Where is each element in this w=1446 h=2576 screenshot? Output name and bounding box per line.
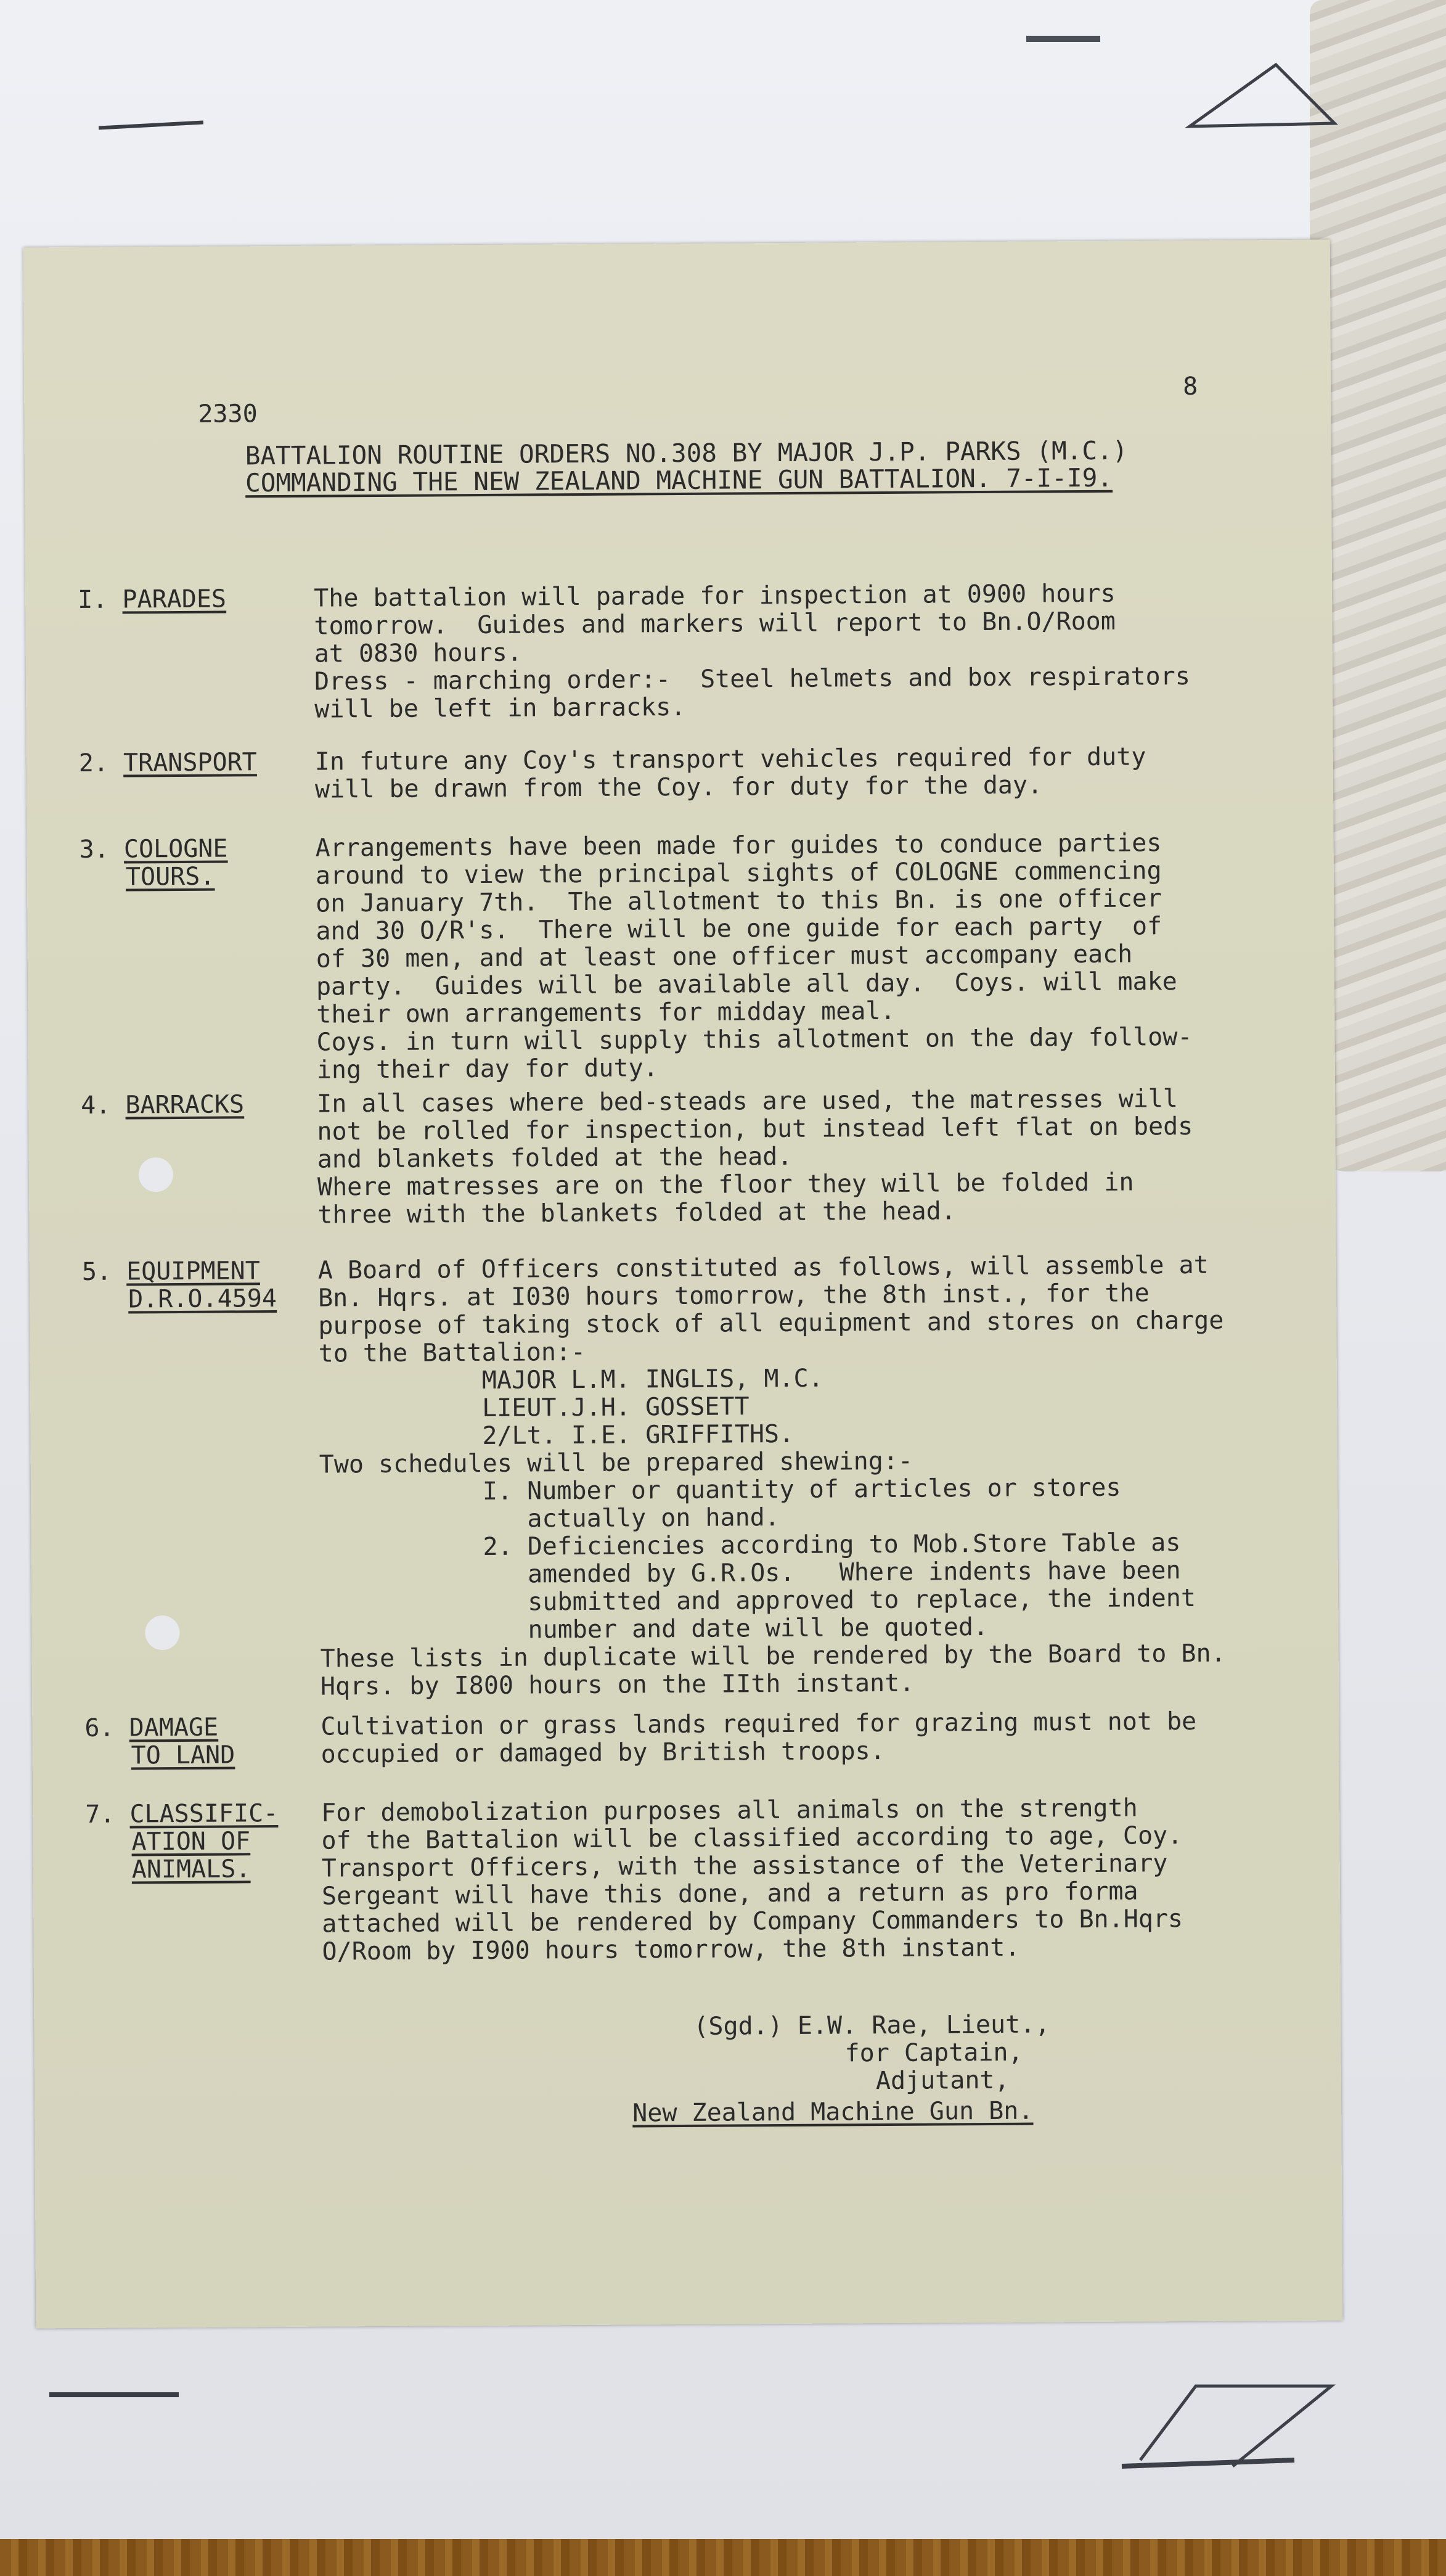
document-number: 2330 [198, 400, 258, 429]
section-line: Two schedules will be prepared shewing:- [319, 1446, 913, 1479]
section-line: around to view the principal sights of COLOGNE commencing [315, 856, 1162, 890]
section-heading: 4. BARRACKS [81, 1090, 245, 1120]
section-line: Dress - marching order:- Steel helmets and box respirators [314, 662, 1190, 696]
signature-line: for Captain, [844, 2038, 1023, 2068]
section-line: purpose of taking stock of all equipment and stores on charge [318, 1306, 1224, 1340]
signature-line: (Sgd.) E.W. Rae, Lieut., [693, 2010, 1050, 2041]
section-heading: 7. CLASSIFIC- [85, 1799, 279, 1829]
section-line: occupied or damaged by British troops. [321, 1737, 885, 1769]
title-line-2: COMMANDING THE NEW ZEALAND MACHINE GUN BATTALION. 7-I-I9. [245, 462, 1113, 498]
section-line: on January 7th. The allotment to this Bn. is one officer [316, 884, 1162, 918]
section-line: Arrangements have been made for guides to conduce parties [315, 829, 1162, 863]
section-heading: I. PARADES [78, 585, 227, 614]
section-heading: 2. TRANSPORT [78, 748, 257, 777]
section-line: Coys. in turn will supply this allotment on the day follow- [316, 1022, 1193, 1057]
document-body [23, 240, 1343, 2329]
section-line: A Board of Officers constituted as follows, will assemble at [317, 1250, 1209, 1285]
section-line: Cultivation or grass lands required for grazing must not be [321, 1707, 1197, 1741]
section-line: three with the blankets folded at the head. [317, 1197, 956, 1229]
section-line: number and date will be quoted. [320, 1612, 989, 1646]
pencil-triangle-mark [1183, 55, 1344, 136]
section-line: Bn. Hqrs. at I030 hours tomorrow, the 8th inst., for the [317, 1279, 1150, 1313]
section-line: ing their day for duty. [316, 1054, 658, 1085]
section-line: will be drawn from the Coy. for duty for the day. [314, 771, 1043, 804]
section-line: party. Guides will be available all day. Coys. will make [316, 967, 1177, 1001]
section-line: 2/Lt. I.E. GRIFFITHS. [319, 1419, 794, 1451]
section-line: LIEUT.J.H. GOSSETT [319, 1392, 750, 1424]
pencil-mark [49, 2392, 179, 2397]
typed-document-page [23, 240, 1343, 2329]
section-line: of the Battalion will be classified according to age, Coy. [321, 1821, 1183, 1855]
section-heading: 5. EQUIPMENT [81, 1257, 260, 1286]
section-line: Where matresses are on the floor they will be folded in [317, 1168, 1134, 1202]
section-line: Transport Officers, with the assistance of the Veterinary [321, 1849, 1168, 1883]
title-line-1: BATTALION ROUTINE ORDERS NO.308 BY MAJOR J.P. PARKS (M.C.) [245, 435, 1128, 471]
section-heading: ANIMALS. [131, 1855, 251, 1884]
section-line: not be rolled for inspection, but instead left flat on beds [317, 1112, 1193, 1146]
section-line: tomorrow. Guides and markers will report to Bn.O/Room [314, 607, 1116, 641]
section-heading: 6. DAMAGE [84, 1713, 219, 1742]
table-edge [0, 2539, 1446, 2576]
section-heading: D.R.O.4594 [128, 1284, 277, 1314]
section-line: and 30 O/R's. There will be one guide for each party of [316, 912, 1162, 946]
section-line: For demobolization purposes all animals on the strength [321, 1794, 1138, 1827]
section-line: to the Battalion:- [318, 1337, 586, 1368]
section-heading: 3. COLOGNE [79, 834, 228, 864]
section-line: will be left in barracks. [314, 692, 686, 724]
section-line: Sergeant will have this done, and a return as pro forma [321, 1877, 1138, 1911]
section-line: amended by G.R.Os. Where indents have been [319, 1556, 1181, 1590]
section-line: O/Room by I900 hours tomorrow, the 8th instant. [322, 1933, 1020, 1966]
section-line: MAJOR L.M. INGLIS, M.C. [318, 1364, 823, 1396]
section-line: actually on hand. [319, 1503, 780, 1535]
section-line: The battalion will parade for inspection at 0900 hours [314, 579, 1116, 613]
section-line: of 30 men, and at least one officer must accompany each [316, 940, 1133, 974]
section-heading: TOURS. [125, 862, 215, 892]
section-line: at 0830 hours. [314, 638, 523, 668]
section-line: In all cases where bed-steads are used, the matresses will [317, 1085, 1178, 1118]
section-line: attached will be rendered by Company Commanders to Bn.Hqrs [322, 1905, 1183, 1938]
signature-line: Adjutant, [875, 2065, 1010, 2096]
section-line: In future any Coy's transport vehicles required for duty [314, 742, 1146, 776]
section-line: I. Number or quantity of articles or stores [319, 1473, 1121, 1507]
section-heading: ATION OF [131, 1827, 251, 1856]
section-line: and blankets folded at the head. [317, 1142, 793, 1174]
pencil-mark [1026, 36, 1100, 42]
section-heading: TO LAND [131, 1741, 235, 1770]
section-line: Hqrs. by I800 hours on the IIth instant. [320, 1668, 915, 1701]
section-line: 2. Deficiencies according to Mob.Store Table as [319, 1528, 1181, 1562]
section-line: These lists in duplicate will be rendered by the Board to Bn. [320, 1639, 1226, 1673]
page-number: 8 [1182, 372, 1198, 401]
section-line: their own arrangements for midday meal. [316, 996, 896, 1029]
section-line: submitted and approved to replace, the indent [320, 1583, 1196, 1618]
pencil-triangle-mark [1048, 2374, 1338, 2491]
signature-line: New Zealand Machine Gun Bn. [632, 2096, 1034, 2128]
